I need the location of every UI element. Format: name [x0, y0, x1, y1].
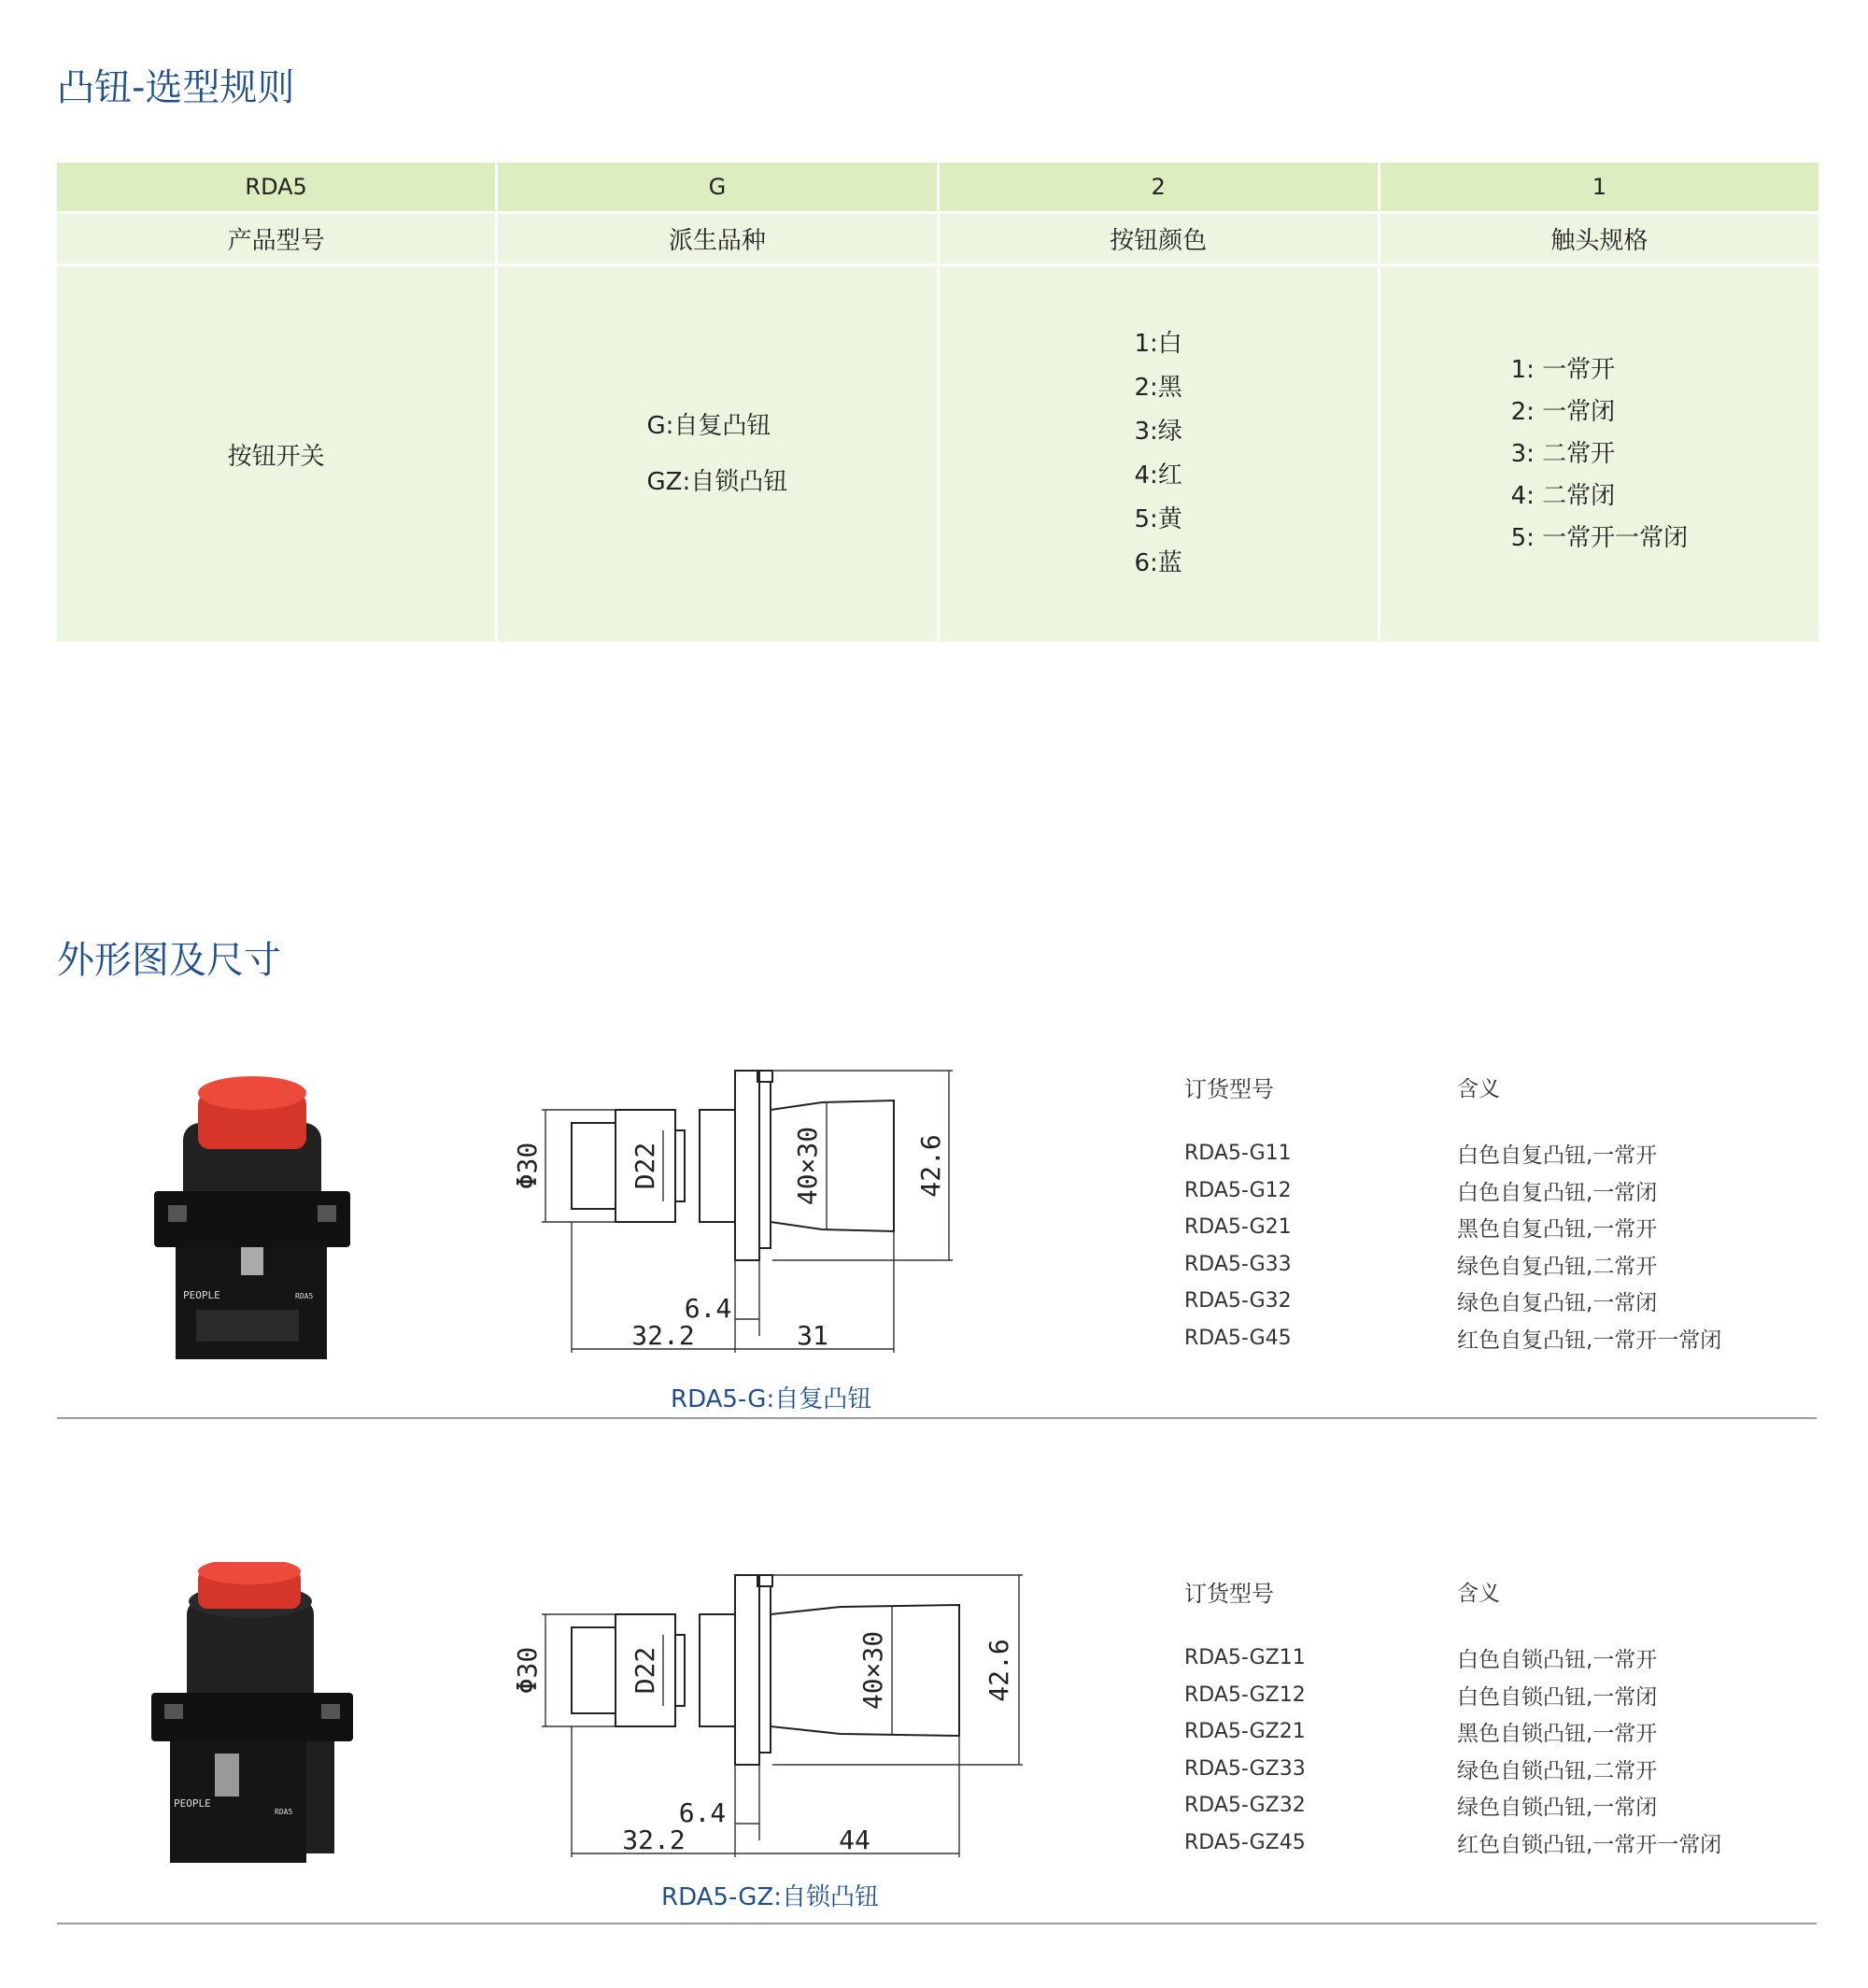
option-item: 1: 一常开 — [1510, 355, 1616, 384]
section-divider — [57, 1923, 1817, 1924]
order-model: RDA5-GZ33 — [1184, 1756, 1306, 1781]
body-cell — [57, 266, 495, 642]
order-meaning: 绿色自锁凸钮,一常闭 — [1457, 1796, 1658, 1821]
option-item: G:自复凸钮 — [646, 412, 771, 440]
order-meaning: 白色自锁凸钮,一常开 — [1457, 1648, 1658, 1673]
option-item: 2: 一常闭 — [1510, 397, 1616, 426]
body-cell — [940, 266, 1378, 642]
order-model: RDA5-G45 — [1184, 1326, 1292, 1350]
order-table — [1184, 1572, 1782, 1861]
dim-thickness: 6.4 — [684, 1293, 732, 1324]
label-cell: 派生品种 — [498, 214, 936, 263]
label-cell: 产品型号 — [57, 214, 495, 263]
order-meaning: 白色自锁凸钮,一常闭 — [1457, 1684, 1658, 1710]
code-cell: G — [498, 163, 936, 211]
order-table — [1184, 1068, 1782, 1356]
order-meaning: 黑色自复凸钮,一常开 — [1457, 1217, 1658, 1242]
order-meaning: 绿色自复凸钮,二常开 — [1457, 1254, 1658, 1279]
table-row — [1184, 1283, 1782, 1320]
order-meaning: 白色自复凸钮,一常闭 — [1457, 1180, 1658, 1205]
body-cell — [498, 266, 936, 642]
dim-thickness: 6.4 — [678, 1797, 727, 1828]
option-item: 1:白 — [1134, 330, 1182, 358]
table-row — [1184, 1677, 1782, 1714]
dim-length-2: 44 — [839, 1825, 870, 1855]
header-meaning: 含义 — [1457, 1076, 1500, 1101]
brand-mark: PEOPLE — [174, 1797, 211, 1810]
order-meaning: 红色自锁凸钮,一常开一常闭 — [1457, 1832, 1722, 1857]
option-item: 5: 一常开一常闭 — [1510, 523, 1689, 552]
order-table-header — [1184, 1572, 1782, 1610]
option-item: 4:红 — [1134, 462, 1182, 490]
order-table-header — [1184, 1068, 1782, 1105]
brand-mark: PEOPLE — [183, 1289, 220, 1301]
contact-options — [1511, 349, 1689, 560]
order-model: RDA5-GZ11 — [1184, 1646, 1306, 1670]
order-model: RDA5-G11 — [1184, 1142, 1292, 1166]
order-meaning: 绿色自锁凸钮,二常开 — [1457, 1758, 1658, 1783]
option-item: GZ:自锁凸钮 — [646, 468, 788, 496]
product-photo — [149, 1065, 355, 1373]
table-row — [1184, 1246, 1782, 1284]
table-row — [1184, 1640, 1782, 1677]
model-mark: RDA5 — [295, 1292, 314, 1300]
table-row — [1184, 1320, 1782, 1357]
order-model: RDA5-GZ21 — [1184, 1720, 1306, 1744]
order-meaning: 红色自复凸钮,一常开一常闭 — [1457, 1328, 1722, 1353]
dim-length-1: 32.2 — [631, 1320, 695, 1351]
table-row — [1184, 1172, 1782, 1210]
option-item: 3: 二常开 — [1510, 439, 1616, 468]
header-model: 订货型号 — [1184, 1075, 1274, 1102]
dimension-drawing — [495, 1056, 981, 1383]
option-item: 2:黑 — [1134, 374, 1182, 402]
table-row — [1184, 1825, 1782, 1862]
selection-col-contact — [1380, 163, 1818, 642]
order-meaning: 黑色自锁凸钮,一常开 — [1457, 1722, 1658, 1747]
selection-col-variant — [498, 163, 936, 642]
order-meaning: 绿色自复凸钮,一常闭 — [1457, 1291, 1658, 1316]
table-row — [1184, 1787, 1782, 1825]
table-row — [1184, 1135, 1782, 1172]
label-cell: 按钮颜色 — [940, 214, 1378, 263]
dim-d22: D22 — [630, 1646, 660, 1695]
section-divider — [57, 1417, 1817, 1419]
dim-length-2: 31 — [797, 1320, 828, 1351]
order-model: RDA5-G21 — [1184, 1215, 1292, 1240]
selection-col-model — [57, 163, 495, 642]
body-cell — [1380, 266, 1818, 642]
option-item: 4: 二常闭 — [1510, 481, 1616, 510]
dim-diameter: Φ30 — [512, 1142, 543, 1190]
dim-square: 40×30 — [792, 1126, 823, 1206]
option-item: 3:绿 — [1134, 418, 1182, 446]
table-row — [1184, 1209, 1782, 1246]
product-photo — [149, 1562, 355, 1880]
product-caption: RDA5-GZ:自锁凸钮 — [661, 1883, 880, 1911]
code-cell: 1 — [1380, 163, 1818, 211]
order-model: RDA5-G12 — [1184, 1178, 1292, 1202]
dim-height: 42.6 — [915, 1134, 946, 1198]
order-model: RDA5-GZ32 — [1184, 1794, 1306, 1818]
order-model: RDA5-G32 — [1184, 1289, 1292, 1314]
header-model: 订货型号 — [1184, 1580, 1274, 1607]
order-model: RDA5-GZ12 — [1184, 1683, 1306, 1707]
product-type-value: 按钮开关 — [227, 442, 325, 471]
order-meaning: 白色自复凸钮,一常开 — [1457, 1143, 1658, 1169]
product-caption: RDA5-G:自复凸钮 — [671, 1385, 872, 1413]
selection-col-color — [940, 163, 1378, 642]
dim-length-1: 32.2 — [622, 1825, 686, 1855]
option-item: 6:蓝 — [1134, 549, 1182, 577]
dim-square: 40×30 — [857, 1630, 888, 1711]
dim-diameter: Φ30 — [512, 1646, 543, 1695]
selection-table — [57, 163, 1818, 642]
code-cell: 2 — [940, 163, 1378, 211]
variant-options — [647, 398, 788, 510]
dimensions-title: 外形图及尺寸 — [57, 939, 281, 982]
order-model: RDA5-G33 — [1184, 1252, 1292, 1276]
table-row — [1184, 1713, 1782, 1751]
header-meaning: 含义 — [1457, 1581, 1500, 1606]
option-item: 5:黄 — [1134, 505, 1182, 533]
dim-height: 42.6 — [984, 1639, 1014, 1702]
label-cell: 触头规格 — [1380, 214, 1818, 263]
code-cell: RDA5 — [57, 163, 495, 211]
color-options — [1134, 322, 1182, 586]
table-row — [1184, 1751, 1782, 1788]
order-model: RDA5-GZ45 — [1184, 1830, 1306, 1854]
dimension-drawing — [495, 1560, 1037, 1887]
selection-title: 凸钮-选型规则 — [57, 66, 295, 109]
dim-d22: D22 — [630, 1142, 660, 1190]
model-mark: RDA5 — [275, 1808, 293, 1816]
